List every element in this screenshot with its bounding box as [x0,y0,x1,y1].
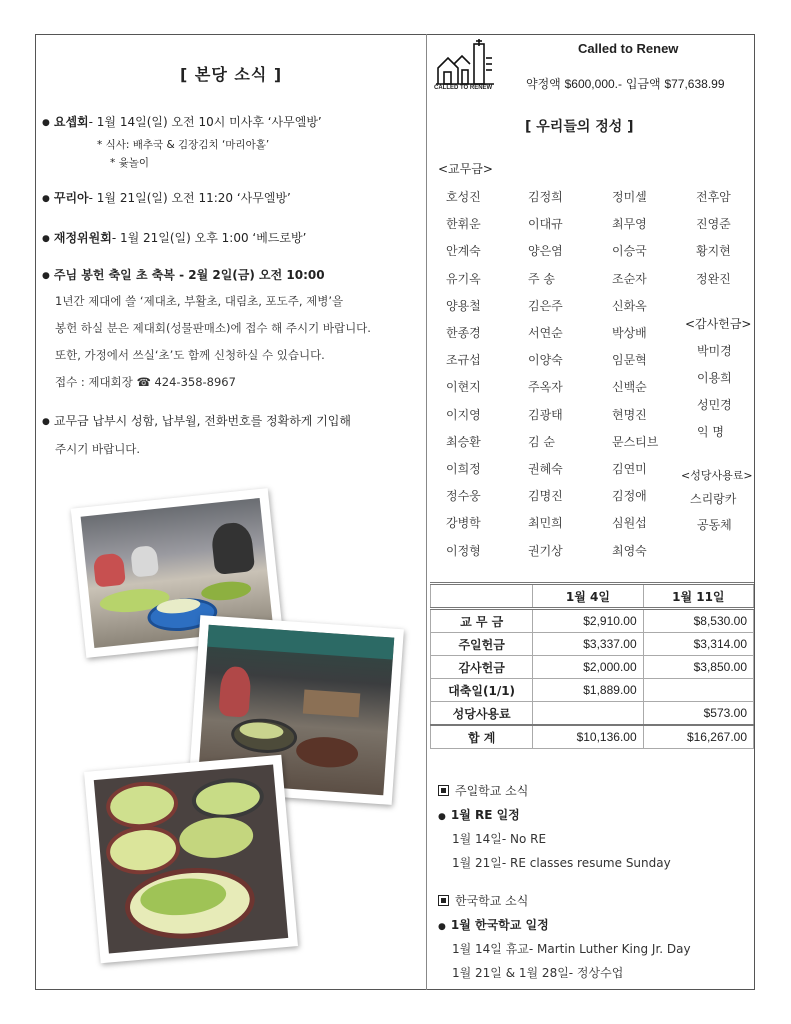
tithe-name: 정미셀 [612,190,647,204]
campaign-title: Called to Renew [578,41,679,56]
tithe-name: 안계숙 [446,244,481,258]
tithe-name: 정완진 [696,272,731,286]
bullet-icon: ● [42,234,50,244]
tithe-name: 강병학 [446,516,481,530]
korean-school-line: 1월 14일 휴교- Martin Luther King Jr. Day [452,942,691,956]
jan11-value: $8,530.00 [643,609,753,633]
finance-item [42,229,306,246]
jan4-value [533,702,643,726]
bible-study-meal: * 식사: 배추국 & 김장김치 ‘마리아홀’ [97,139,270,151]
tithe-name: 조순자 [612,272,647,286]
jan4-value: $3,337.00 [533,633,643,656]
offerings-title: [ 우리들의 정성 ] [525,119,634,135]
finance-head: 재정위원회 [53,231,112,245]
jan11-value: $573.00 [643,702,753,726]
tithe-name: 조규섭 [446,353,481,367]
sunday-school-title-text: 주일학교 소식 [455,784,529,798]
tithe-name: 호성진 [446,190,481,204]
bullet-icon: ● [42,194,50,204]
row-label: 대축일(1/1) [431,679,533,702]
table-row [431,609,754,633]
row-label: 주일헌금 [431,633,533,656]
thanks-name: 익 명 [697,425,724,439]
offering-table [430,582,754,749]
jan11-value [643,679,753,702]
jan4-total: $10,136.00 [533,725,643,749]
candlemas-item [42,266,325,283]
tithe-name: 이지영 [446,408,481,422]
tithe-name: 이정형 [446,544,481,558]
called-to-renew-logo [434,38,496,96]
kkuria-head: 꾸리아 [53,191,89,205]
table-row [431,656,754,679]
kimchi-photo-3 [84,755,298,964]
table-row [431,702,754,726]
bible-study-item [42,113,322,130]
pledge-amount: $600,000.- [564,77,622,91]
tithe-name: 양용철 [446,299,481,313]
tithe-name: 이현지 [446,380,481,394]
tithe-name: 황지현 [696,244,731,258]
paid-amount: $77,638.99 [664,77,725,91]
tithe-name: 한휘운 [446,217,481,231]
row-label: 성당사용료 [431,702,533,726]
tithe-name: 김명진 [528,489,563,503]
bullet-icon: ● [42,271,50,281]
tithe-name: 한종경 [446,326,481,340]
tithe-note-line1: 교무금 납부시 성함, 납부월, 전화번호를 정확하게 기입해 [53,414,351,428]
thanks-name: 성민경 [697,398,732,412]
bible-study-text: - 1월 14일(일) 오전 10시 미사후 ‘사무엘방’ [88,115,322,129]
candlemas-line: 또한, 가정에서 쓰실‘초’도 함께 신청하실 수 있습니다. [55,348,325,362]
table-header: 1월 4일 [533,584,643,609]
cathedral-use-name: 공동체 [697,518,732,532]
tithe-name: 이대규 [528,217,563,231]
tithe-note-item [42,412,351,429]
korean-school-line: 1월 21일 & 1월 28일- 정상수업 [452,966,624,980]
row-label: 감사헌금 [431,656,533,679]
tithe-name: 주옥자 [528,380,563,394]
tithe-name: 최민희 [528,516,563,530]
candlemas-head: 주님 봉헌 축일 초 축복 - 2월 2일(금) 오전 10:00 [53,268,325,282]
tithe-name: 권혜숙 [528,462,563,476]
tithe-name: 주 송 [528,272,555,286]
korean-school-title-text: 한국학교 소식 [455,894,529,908]
tithe-name: 신화옥 [612,299,647,313]
table-total-row [431,725,754,749]
tithe-name: 현명진 [612,408,647,422]
tithe-name: 최승환 [446,435,481,449]
sunday-school-title [438,782,528,799]
column-divider [426,34,427,990]
tithe-name: 이희정 [446,462,481,476]
table-header [431,584,533,609]
jan4-value: $1,889.00 [533,679,643,702]
sunday-school-line: 1월 14일- No RE [452,832,547,846]
jan4-value: $2,910.00 [533,609,643,633]
tithe-name: 박상배 [612,326,647,340]
tithe-name: 진영준 [696,217,731,231]
cathedral-use-name: 스리랑카 [690,492,737,506]
parish-news-title: [ 본당 소식 ] [180,65,283,84]
logo-caption: CALLED TO RENEW [434,85,493,91]
tithe-name: 신백순 [612,380,647,394]
jan11-value: $3,850.00 [643,656,753,679]
candlemas-contact: 접수 : 제대회장 ☎ 424-358-8967 [55,375,236,389]
tithe-name: 김정애 [612,489,647,503]
kkuria-text: - 1월 21일(일) 오전 11:20 ‘사무엘방’ [88,191,291,205]
kkuria-item [42,189,291,206]
tithe-name: 임문혁 [612,353,647,367]
tithe-name: 이승국 [612,244,647,258]
square-bullet-icon [438,785,449,796]
tithe-name: 유기옥 [446,272,481,286]
korean-school-subhead-text: 1월 한국학교 일정 [450,918,549,932]
candlemas-line: 봉헌 하실 분은 제대회(성물판매소)에 접수 해 주시기 바랍니다. [55,321,371,335]
tithe-name: 김광태 [528,408,563,422]
sunday-school-subhead [438,806,520,823]
bible-study-head: 요셉회 [53,115,89,129]
row-label: 교 무 금 [431,609,533,633]
table-row [431,633,754,656]
thanks-name: 박미경 [697,344,732,358]
jan11-value: $3,314.00 [643,633,753,656]
tithe-name: 서연순 [528,326,563,340]
thanks-label: <감사헌금> [685,317,752,331]
bullet-icon: ● [438,812,446,822]
jan11-total: $16,267.00 [643,725,753,749]
sunday-school-line: 1월 21일- RE classes resume Sunday [452,856,671,870]
korean-school-title [438,892,528,909]
table-header-row [431,584,754,609]
tithe-label: <교무금> [438,162,493,176]
korean-school-subhead [438,916,549,933]
bible-study-game: * 윷놀이 [110,157,150,169]
pledge-label: 약정액 [526,77,561,91]
cathedral-use-label: <성당사용료> [681,469,753,482]
candlemas-line: 1년간 제대에 쓸 ‘제대초, 부활초, 대림초, 포도주, 제병’을 [55,294,344,308]
tithe-name: 권기상 [528,544,563,558]
finance-text: - 1월 21일(일) 오후 1:00 ‘베드로방’ [111,231,307,245]
tithe-name: 김정희 [528,190,563,204]
tithe-name: 전후암 [696,190,731,204]
tithe-name: 김 순 [528,435,555,449]
tithe-name: 이양숙 [528,353,563,367]
tithe-name: 문스티브 [612,435,659,449]
tithe-name: 정수웅 [446,489,481,503]
square-bullet-icon [438,895,449,906]
tithe-name: 양은염 [528,244,563,258]
thanks-name: 이용희 [697,371,732,385]
table-header: 1월 11일 [643,584,753,609]
jan4-value: $2,000.00 [533,656,643,679]
tithe-name: 김연미 [612,462,647,476]
paid-label: 입금액 [625,77,661,91]
bullet-icon: ● [42,417,50,427]
bullet-icon: ● [438,922,446,932]
tithe-name: 김은주 [528,299,563,313]
tithe-name: 최무영 [612,217,647,231]
pledge-summary [526,75,725,92]
tithe-name: 심원섭 [612,516,647,530]
row-label: 합 계 [431,725,533,749]
table-row [431,679,754,702]
sunday-school-subhead-text: 1월 RE 일정 [450,808,520,822]
bullet-icon: ● [42,118,50,128]
tithe-name: 최영숙 [612,544,647,558]
tithe-note-line2: 주시기 바랍니다. [55,442,141,456]
